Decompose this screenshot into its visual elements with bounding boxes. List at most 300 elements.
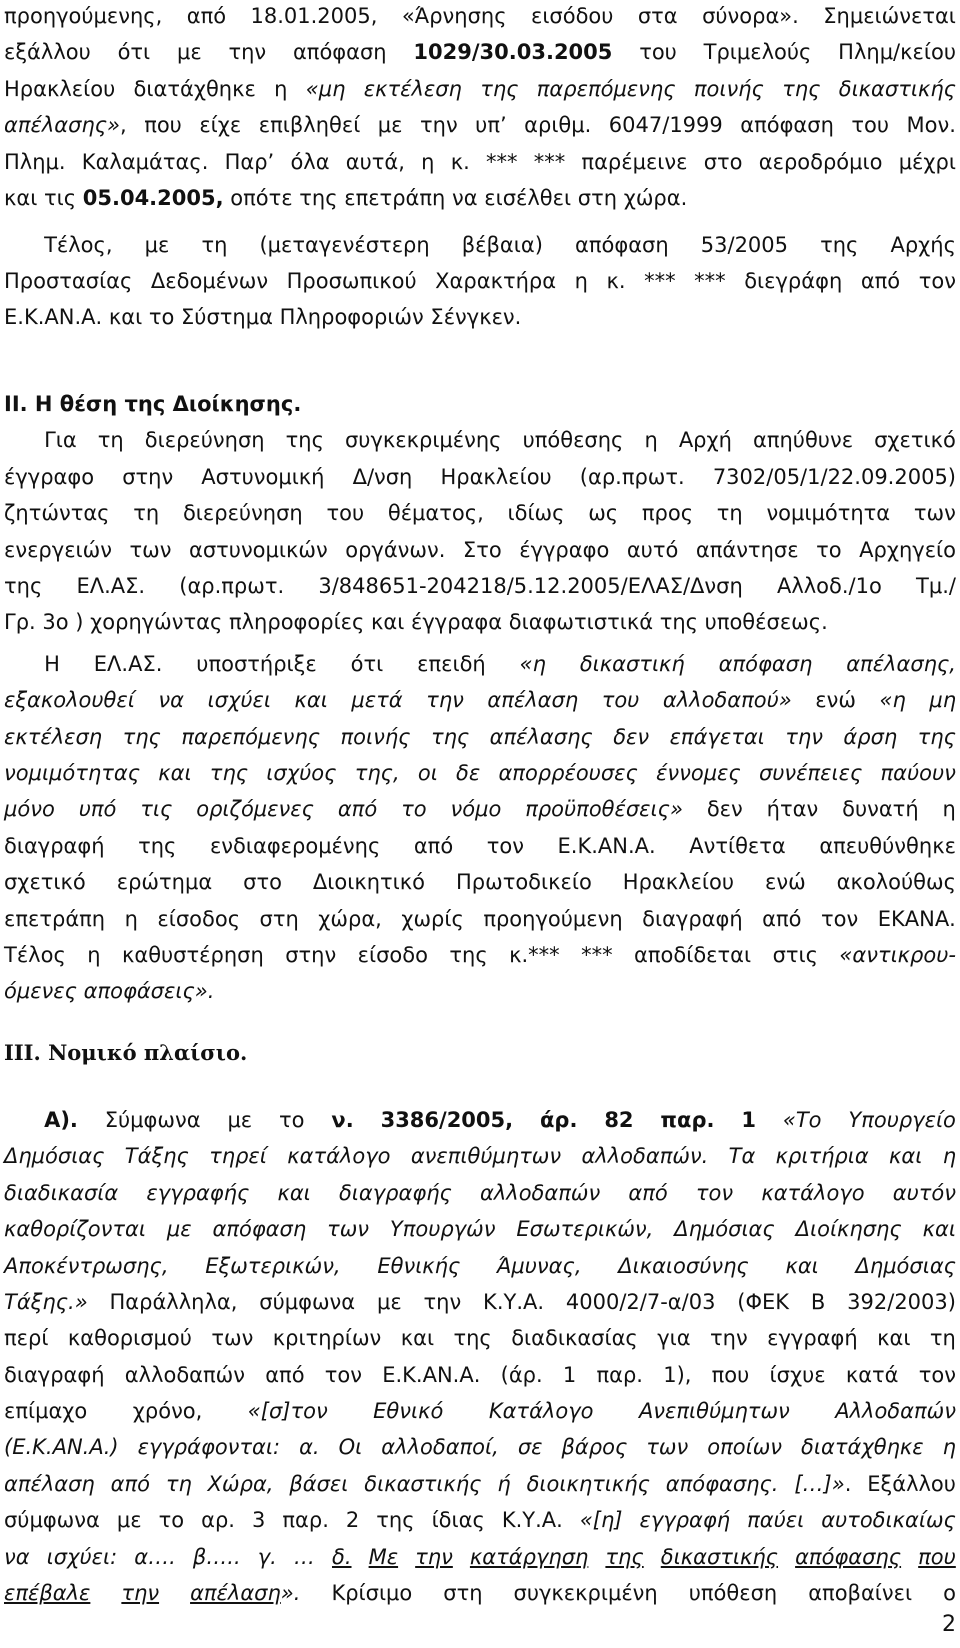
- text-run: Παράλληλα,: [109, 1290, 238, 1314]
- text-run: της: [430, 725, 470, 749]
- text-run: δεν: [613, 725, 650, 749]
- word: [201, 231, 227, 259]
- word: [4, 111, 127, 139]
- text-run: ΕΛ.ΑΣ.: [76, 574, 146, 598]
- text-run: τηρεί: [209, 1144, 267, 1168]
- text-run: Χώρα,: [207, 1472, 274, 1496]
- text-run: που: [711, 1363, 750, 1387]
- word: [596, 1361, 643, 1389]
- word: [435, 267, 556, 295]
- word: [339, 1433, 363, 1461]
- word: [893, 1179, 956, 1207]
- word: [737, 1288, 789, 1316]
- word: [146, 1179, 249, 1207]
- word: [289, 1470, 348, 1498]
- text-run: διερεύνηση: [182, 501, 303, 525]
- word: [4, 38, 91, 66]
- word: [821, 905, 858, 933]
- word: [663, 686, 792, 714]
- indent: [4, 652, 44, 676]
- word: [326, 499, 364, 527]
- text-run: δε: [456, 761, 481, 785]
- text-run: Παρ’: [224, 150, 275, 174]
- word: [208, 1470, 274, 1498]
- text-run: ***: [694, 269, 726, 293]
- text-run: ίσχυε: [769, 1363, 826, 1387]
- text-run: εκτέλεση: [363, 77, 462, 101]
- text-run: απόφαση: [740, 113, 834, 137]
- text-line: [4, 1179, 956, 1207]
- text-run: 05.04.2005,: [82, 186, 224, 210]
- text-run: που: [144, 113, 182, 137]
- word: [509, 941, 560, 969]
- word: [364, 1470, 481, 1498]
- text-run: την: [785, 725, 823, 749]
- word: [4, 499, 110, 527]
- word: [420, 111, 458, 139]
- text-run: παρ.: [282, 1508, 329, 1532]
- text-line: [4, 303, 956, 331]
- word: [604, 1106, 633, 1134]
- text-line: [4, 941, 956, 969]
- text-run: Αρχηγείο: [859, 538, 956, 562]
- text-run: Ηρακλείου: [440, 465, 552, 489]
- text-run: της: [285, 428, 324, 452]
- word: [451, 148, 470, 176]
- text-run: της,: [354, 761, 400, 785]
- text-run: απόφαση: [718, 652, 813, 676]
- text-line: [4, 759, 956, 787]
- text-run: συγκεκριμένη: [513, 1581, 658, 1605]
- word: [646, 1433, 688, 1461]
- text-run: α.: [299, 1435, 320, 1459]
- text-run: που: [918, 1545, 956, 1569]
- text-run: Δεδομένων: [150, 269, 269, 293]
- word: [4, 1579, 90, 1607]
- word: [4, 941, 66, 969]
- text-run: να: [158, 688, 184, 712]
- text-run: .: [844, 1472, 852, 1496]
- word: [534, 148, 566, 176]
- word: [426, 686, 464, 714]
- text-run: την: [426, 688, 464, 712]
- word: [759, 148, 883, 176]
- word: [373, 1397, 443, 1425]
- text-line: [4, 1543, 956, 1571]
- text-run: Τάξης: [124, 1144, 189, 1168]
- word: [634, 941, 751, 969]
- word: [134, 75, 256, 103]
- word: [294, 1543, 315, 1571]
- text-run: Αλλοδαπών: [835, 1399, 956, 1423]
- word: [183, 499, 303, 527]
- text-line: [4, 1142, 956, 1170]
- word: [618, 1252, 748, 1280]
- text-run: δ.: [331, 1545, 352, 1569]
- word: [277, 1179, 310, 1207]
- text-run: ο: [943, 1581, 956, 1605]
- text-run: Υπουργών: [389, 1217, 496, 1241]
- word: [558, 832, 656, 860]
- text-run: και: [277, 1181, 311, 1205]
- text-run: παρεπόμενης: [536, 77, 676, 101]
- text-run: απόφαση: [292, 40, 387, 64]
- word: [123, 723, 161, 751]
- text-run: με: [166, 1217, 192, 1241]
- word: [418, 759, 438, 787]
- word: [4, 426, 77, 454]
- text-run: αυτά,: [345, 150, 405, 174]
- text-run: ***: [485, 150, 518, 174]
- word: [846, 1361, 899, 1389]
- word: [345, 536, 445, 564]
- word: [511, 1324, 638, 1352]
- word: [401, 1324, 434, 1352]
- word: [196, 650, 316, 678]
- word: [4, 572, 42, 600]
- text-run: 392/2003): [847, 1290, 956, 1314]
- word: [704, 38, 812, 66]
- text-run: διαγραφή: [4, 1363, 105, 1387]
- word: [796, 1215, 902, 1243]
- text-line: [4, 1252, 956, 1280]
- word: [606, 267, 625, 295]
- word: [639, 38, 677, 66]
- text-run: υπ’: [475, 113, 507, 137]
- text-run: ισχύος: [266, 761, 337, 785]
- word: [777, 572, 882, 600]
- word: [480, 75, 518, 103]
- word: [480, 1179, 600, 1207]
- text-line: [4, 572, 956, 600]
- text-run: αλλοδαπών: [480, 1181, 601, 1205]
- text-run: ανεπιθύμητων: [410, 1144, 562, 1168]
- word: [201, 463, 324, 491]
- text-run: κ.: [450, 150, 470, 174]
- word: [286, 426, 324, 454]
- word: [187, 2, 226, 30]
- text-line: [4, 650, 956, 678]
- text-run: της: [449, 943, 488, 967]
- word: [456, 868, 592, 896]
- word: [808, 1579, 912, 1607]
- word: [782, 75, 820, 103]
- text-run: προηγούμενης,: [4, 4, 163, 28]
- word: [157, 905, 240, 933]
- word: [390, 1215, 496, 1243]
- text-run: επίμαχο: [4, 1399, 88, 1423]
- word: [144, 111, 182, 139]
- word: [117, 868, 212, 896]
- text-line: [4, 1288, 956, 1316]
- text-run: και: [294, 688, 328, 712]
- word: [212, 1215, 306, 1243]
- word: [497, 1470, 510, 1498]
- text-run: Α).: [44, 1108, 78, 1132]
- word: [588, 499, 618, 527]
- text-run: απορρέουσες: [498, 761, 638, 785]
- text-run: 1029/30.03.2005: [413, 40, 613, 64]
- word: [133, 1397, 203, 1425]
- word: [613, 723, 649, 751]
- text-run: ΙΙ. Η θέση της Διοίκησης.: [4, 392, 302, 416]
- section-heading-legal-framework: ΙΙΙ. Νομικό πλαίσιο.: [4, 1040, 248, 1065]
- text-run: την: [423, 1290, 462, 1314]
- text-run: καθορίζονται: [4, 1217, 146, 1241]
- word: [943, 795, 956, 823]
- word: [508, 499, 565, 527]
- word: [177, 38, 202, 66]
- word: [243, 868, 282, 896]
- text-line: [4, 231, 956, 259]
- text-run: απόφασης: [795, 1545, 902, 1569]
- word: [4, 686, 135, 714]
- word: [331, 1579, 412, 1607]
- word: [440, 463, 551, 491]
- word: [848, 1106, 956, 1134]
- text-run: Διοικητικό: [312, 870, 426, 894]
- word: [580, 1506, 623, 1534]
- text-run: 53/2005: [700, 233, 789, 257]
- word: [138, 1433, 280, 1461]
- word: [823, 2, 956, 30]
- text-run: από: [337, 797, 378, 821]
- word: [225, 148, 275, 176]
- text-run: αλλοδαπών.: [581, 1144, 709, 1168]
- word: [487, 686, 578, 714]
- word: [125, 1142, 189, 1170]
- word: [820, 231, 858, 259]
- text-line: [4, 977, 956, 1005]
- text-run: Ε.Κ.ΑΝ.Α.: [382, 1363, 481, 1387]
- text-run: ,: [120, 113, 127, 137]
- word: [498, 759, 637, 787]
- word: [490, 723, 593, 751]
- word: [581, 941, 613, 969]
- word: [516, 1215, 653, 1243]
- word: [919, 1361, 956, 1389]
- text-run: όμενες αποφάσεις».: [4, 979, 215, 1003]
- text-run: θέματος,: [387, 501, 484, 525]
- word: [815, 686, 856, 714]
- word: [159, 1506, 185, 1534]
- text-run: Τα: [728, 1144, 756, 1168]
- text-run: κριτηρίων: [272, 1326, 382, 1350]
- word: [656, 759, 741, 787]
- text-run: των: [211, 1326, 254, 1350]
- word: [520, 650, 546, 678]
- text-run: Οι: [338, 1435, 363, 1459]
- word: [341, 723, 411, 751]
- text-run: Αρχή: [678, 428, 732, 452]
- text-run: Προστασίας: [4, 269, 133, 293]
- text-run: (αρ.πρωτ.: [179, 574, 285, 598]
- word: [456, 759, 480, 787]
- word: [943, 1579, 956, 1607]
- text-run: από: [413, 834, 454, 858]
- text-line: [4, 267, 956, 295]
- word: [4, 1543, 30, 1571]
- text-run: «μη: [305, 77, 346, 101]
- word: [421, 148, 434, 176]
- word: [351, 686, 402, 714]
- text-run: την: [415, 1545, 453, 1569]
- text-run: τον: [486, 834, 524, 858]
- text-run: οργάνων.: [345, 538, 446, 562]
- word: [4, 1106, 78, 1134]
- text-run: από: [860, 269, 901, 293]
- text-run: της: [782, 77, 821, 101]
- word: [378, 111, 403, 139]
- word: [346, 1506, 359, 1534]
- word: [519, 536, 609, 564]
- word: [719, 650, 813, 678]
- text-run: αποδίδεται: [634, 943, 752, 967]
- text-line: [4, 111, 956, 139]
- word: [138, 832, 176, 860]
- text-line: [4, 1470, 956, 1498]
- word: [776, 1142, 869, 1170]
- text-run: της: [480, 77, 519, 101]
- word: [167, 1215, 192, 1243]
- text-run: προς: [641, 501, 694, 525]
- text-run: Τέλος: [4, 943, 66, 967]
- text-line: [4, 1106, 956, 1134]
- word: [68, 1324, 192, 1352]
- text-run: σε: [517, 1435, 543, 1459]
- word: [228, 38, 266, 66]
- text-run: αυτόν: [892, 1181, 956, 1205]
- word: [605, 1543, 643, 1571]
- text-run: η: [124, 907, 138, 931]
- text-run: δεν: [706, 797, 743, 821]
- word: [801, 1433, 924, 1461]
- word: [770, 1361, 826, 1389]
- word: [401, 905, 463, 933]
- text-run: «αντικρου-: [839, 943, 956, 967]
- word: [125, 1361, 245, 1389]
- word: [4, 759, 140, 787]
- word: [351, 650, 384, 678]
- word: [639, 1397, 790, 1425]
- word: [889, 1142, 922, 1170]
- word: [211, 1324, 253, 1352]
- text-run: της: [209, 761, 249, 785]
- word: [4, 267, 132, 295]
- text-run: υπόθεσης: [522, 428, 624, 452]
- word: [694, 75, 764, 103]
- text-run: Τμ./: [916, 574, 956, 598]
- text-run: Γρ. 3ο ) χορηγώντας πληροφορίες και έγγραφα διαφωτιστικά της υποθέσεως.: [4, 610, 828, 634]
- word: [4, 231, 113, 259]
- text-run: Εξωτερικών,: [205, 1254, 341, 1278]
- word: [79, 795, 117, 823]
- word: [417, 650, 486, 678]
- text-line: [4, 1579, 956, 1607]
- text-run: στα: [637, 4, 678, 28]
- text-run: δυνατή: [842, 797, 919, 821]
- text-run: δικαστική: [579, 652, 685, 676]
- word: [563, 1361, 576, 1389]
- word: [861, 267, 900, 295]
- word: [762, 905, 801, 933]
- text-run: η: [421, 150, 435, 174]
- text-run: άρ.: [540, 1108, 578, 1132]
- word: [767, 795, 819, 823]
- text-run: Κ.Υ.Α.: [501, 1508, 563, 1532]
- text-run: άρση: [843, 725, 898, 749]
- word: [199, 111, 241, 139]
- word: [794, 1470, 851, 1498]
- text-run: κατά: [845, 1363, 899, 1387]
- text-run: Εξάλλου: [867, 1472, 956, 1496]
- text-line: [4, 905, 956, 933]
- text-run: της: [820, 233, 859, 257]
- text-run: Εσωτερικών,: [516, 1217, 654, 1241]
- text-line: [4, 75, 956, 103]
- text-run: ποινής: [693, 77, 764, 101]
- text-line: [4, 390, 956, 418]
- text-run: την: [121, 1581, 160, 1605]
- word: [346, 148, 405, 176]
- text-run: αρ.: [201, 1508, 235, 1532]
- word: [4, 1506, 100, 1534]
- text-line: [4, 426, 956, 454]
- text-run: α….: [134, 1545, 176, 1569]
- word: [867, 1470, 956, 1498]
- word: [259, 231, 429, 259]
- text-run: εγγραφή: [767, 1326, 858, 1350]
- text-run: Ηρακλείου: [4, 77, 116, 101]
- text-run: του: [601, 688, 640, 712]
- word: [531, 2, 613, 30]
- word: [838, 38, 956, 66]
- word: [355, 759, 400, 787]
- word: [470, 1543, 588, 1571]
- text-run: Εθνικής: [377, 1254, 461, 1278]
- text-run: Προσωπικού: [286, 269, 417, 293]
- text-run: «Άρνησης: [401, 4, 507, 28]
- word: [140, 795, 172, 823]
- word: [759, 759, 862, 787]
- word: [443, 1579, 482, 1607]
- text-run: η: [574, 269, 588, 293]
- word: [4, 463, 94, 491]
- word: [381, 1106, 514, 1134]
- text-run: του: [851, 113, 890, 137]
- text-run: κριτήρια: [775, 1144, 869, 1168]
- text-run: τη: [201, 233, 228, 257]
- text-run: την: [228, 40, 267, 64]
- text-line: [4, 38, 956, 66]
- word: [642, 905, 743, 933]
- text-run: υπόθεση: [688, 1581, 778, 1605]
- word: [696, 1179, 733, 1207]
- word: [4, 2, 162, 30]
- text-run: από: [186, 4, 227, 28]
- text-run: β…..: [192, 1545, 241, 1569]
- text-run: εγγραφής: [146, 1181, 250, 1205]
- text-run: ιδίως: [507, 501, 565, 525]
- text-run: νόμο: [450, 797, 502, 821]
- word: [744, 267, 842, 295]
- word: [122, 941, 264, 969]
- text-run: 1: [562, 1363, 577, 1387]
- text-run: και: [158, 761, 192, 785]
- text-run: επάγεται: [669, 725, 765, 749]
- text-run: από: [628, 1181, 668, 1205]
- word: [338, 795, 377, 823]
